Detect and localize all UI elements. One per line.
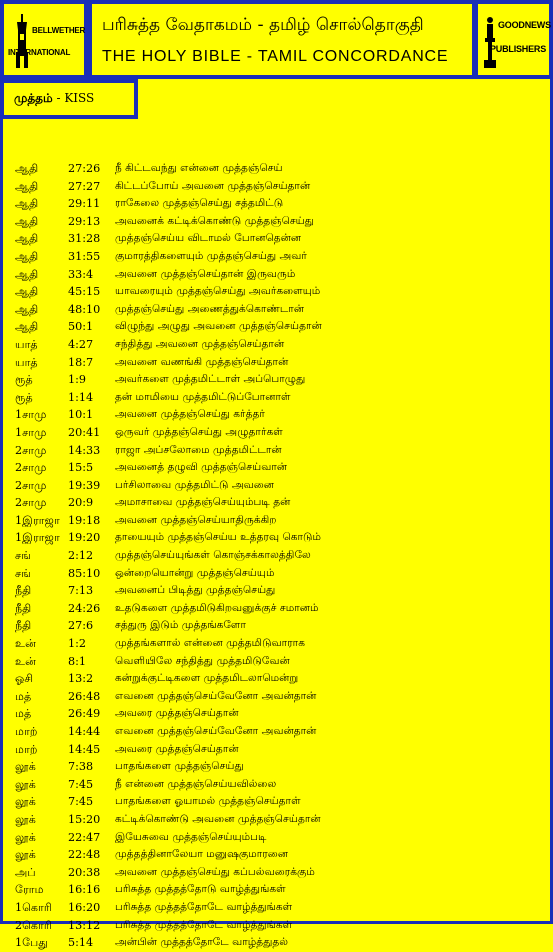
- verse-ref: 4:27: [68, 337, 94, 351]
- verse-ref: 18:7: [68, 355, 94, 369]
- book-abbrev: நீதி: [15, 619, 32, 633]
- verse-text: அவனை முத்தஞ்செய்தான் இருவரும்: [115, 267, 296, 280]
- verse-ref: 10:1: [68, 408, 94, 422]
- book-abbrev: ரூத்: [15, 390, 33, 404]
- book-abbrev: ரூத்: [15, 373, 33, 387]
- goodnews-logo: [474, 0, 553, 79]
- verse-text: அமாசாவை முத்தஞ்செய்யும்படி தன்: [115, 496, 291, 509]
- verse-text: அன்பின் முத்தத்தோடே வாழ்த்துதல்: [115, 936, 289, 949]
- verse-ref: 48:10: [68, 302, 101, 316]
- verse-text: முத்தஞ்செய்து அணைத்துக்கொண்டான்: [115, 302, 305, 315]
- verse-ref: 7:38: [68, 760, 94, 774]
- verse-ref: 29:13: [68, 214, 101, 228]
- verse-ref: 31:55: [68, 249, 101, 263]
- book-abbrev: லூக்: [15, 760, 36, 774]
- verse-text: ஒருவர் முத்தஞ்செய்து அழுதார்கள்: [115, 425, 283, 438]
- verse-ref: 85:10: [68, 566, 101, 580]
- verse-ref: 22:47: [68, 830, 101, 844]
- verse-text: அவர்களை முத்தமிட்டாள் அப்பொழுது: [115, 373, 306, 386]
- verse-ref: 26:48: [68, 689, 101, 703]
- verse-text: கட்டிக்கொண்டு அவனை முத்தஞ்செய்தான்: [115, 812, 321, 825]
- verse-ref: 2:12: [68, 549, 94, 563]
- verse-text: அவனை வணங்கி முத்தஞ்செய்தான்: [115, 355, 289, 368]
- book-abbrev: ஓசி: [15, 672, 34, 686]
- book-abbrev: ரோம: [15, 883, 44, 897]
- verse-ref: 27:27: [68, 179, 101, 193]
- verse-ref: 1:9: [68, 373, 87, 387]
- book-abbrev: சங்: [15, 549, 31, 563]
- verse-ref: 29:11: [68, 197, 101, 211]
- right-logo-line2: PUBLISHERS: [490, 44, 547, 54]
- verse-ref: 27:6: [68, 619, 94, 633]
- tamil-title: பரிசுத்த வேதாகமம் - தமிழ் சொல்தொகுதி: [102, 15, 424, 35]
- book-abbrev: 1இராஜா: [15, 531, 60, 545]
- book-abbrev: ஆதி: [15, 302, 39, 316]
- verse-text: பரிசுத்த முத்தத்தோடே வாழ்த்துங்கள்: [115, 918, 293, 931]
- right-logo-line1: GOODNEWS: [498, 20, 551, 30]
- verse-ref: 13:12: [68, 918, 101, 932]
- book-abbrev: 2சாமு: [15, 443, 47, 457]
- verse-text: அவரை முத்தஞ்செய்தான்: [115, 707, 239, 720]
- verse-text: பர்சிலாவை முத்தமிட்டு அவனை: [115, 478, 275, 491]
- verse-text: சத்துரு இடும் முத்தங்களோ: [115, 619, 247, 632]
- book-abbrev: மத்: [15, 689, 32, 703]
- verse-text: அவனைக் கட்டிக்கொண்டு முத்தஞ்செய்து: [115, 214, 314, 227]
- verse-ref: 14:44: [68, 725, 101, 738]
- book-abbrev: லூக்: [15, 830, 36, 844]
- book-abbrev: 1கொரி: [15, 900, 52, 914]
- verse-text: இயேசுவை முத்தஞ்செய்யும்படி: [115, 830, 267, 843]
- book-abbrev: 1சாமு: [15, 408, 47, 422]
- verse-ref: 20:38: [68, 865, 101, 879]
- topic-english: KISS: [64, 91, 95, 105]
- verse-text: நீ கிட்டவந்து என்னை முத்தஞ்செய்: [115, 162, 283, 174]
- topic-separator: -: [52, 91, 65, 105]
- book-abbrev: லூக்: [15, 812, 36, 826]
- verse-text: அவனைப் பிடித்து முத்தஞ்செய்து: [115, 584, 276, 597]
- lamp-icon: [484, 16, 496, 70]
- verse-text: உதடுகளை முத்தமிடுகிறவனுக்குச் சமானம்: [115, 601, 319, 614]
- verse-ref: 22:48: [68, 848, 101, 862]
- book-abbrev: 1சாமு: [15, 425, 47, 439]
- verse-ref: 7:13: [68, 584, 94, 598]
- verse-text: தாயையும் முத்தஞ்செய்ய உத்தரவு கொடும்: [115, 531, 322, 544]
- verse-ref: 16:20: [68, 900, 101, 914]
- book-abbrev: உன்: [15, 654, 36, 668]
- book-abbrev: ஆதி: [15, 320, 39, 334]
- verse-ref: 8:1: [68, 654, 87, 668]
- book-abbrev: லூக்: [15, 777, 36, 791]
- book-abbrev: சங்: [15, 566, 31, 580]
- verse-ref: 27:26: [68, 162, 101, 175]
- book-abbrev: 2சாமு: [15, 461, 47, 475]
- book-abbrev: அப்: [15, 865, 36, 879]
- book-abbrev: 2சாமு: [15, 478, 47, 492]
- verse-ref: 13:2: [68, 672, 94, 686]
- book-abbrev: மத்: [15, 707, 32, 721]
- topic-tamil: முத்தம்: [14, 91, 53, 105]
- verse-ref: 16:16: [68, 883, 101, 897]
- verse-text: பரிசுத்த முத்தத்தோடே வாழ்த்துங்கள்: [115, 900, 293, 913]
- verse-ref: 15:20: [68, 812, 101, 826]
- verse-text: அவனைத் தழுவி முத்தஞ்செய்வான்: [115, 461, 288, 474]
- verse-ref: 7:45: [68, 777, 94, 791]
- left-logo-line1: BELLWETHER: [32, 26, 86, 35]
- verse-ref: 50:1: [68, 320, 94, 334]
- verse-text: பரிசுத்த முத்தத்தோடு வாழ்த்துங்கள்: [115, 883, 286, 896]
- verse-text: கன்றுக்குட்டிகளை முத்தமிடலாமென்று: [115, 672, 299, 685]
- verse-ref: 19:18: [68, 513, 101, 527]
- verse-ref: 19:20: [68, 531, 101, 545]
- book-abbrev: யாத்: [15, 355, 38, 369]
- book-abbrev: மாற்: [15, 742, 38, 756]
- book-abbrev: ஆதி: [15, 179, 39, 193]
- book-abbrev: 1இராஜா: [15, 513, 60, 527]
- book-abbrev: லூக்: [15, 848, 36, 862]
- verse-ref: 19:39: [68, 478, 101, 492]
- bellwether-logo: [0, 0, 88, 79]
- verse-text: வெளியிலே சந்தித்து முத்தமிடுவேன்: [115, 654, 290, 667]
- verse-text: முத்தஞ்செய்ய விடாமல் போனதென்ன: [115, 232, 302, 245]
- bell-tower-icon: [14, 14, 30, 70]
- left-logo-line2: INTERNATIONAL: [8, 48, 71, 57]
- verse-text: ராகேலை முத்தஞ்செய்து சத்தமிட்டு: [115, 197, 284, 210]
- book-abbrev: ஆதி: [15, 249, 39, 263]
- verse-text: பாதங்களை முத்தஞ்செய்து: [115, 760, 244, 773]
- verse-ref: 45:15: [68, 285, 101, 299]
- verse-ref: 14:45: [68, 742, 101, 756]
- verse-text: முத்தங்களால் என்னை முத்தமிடுவாராக: [115, 637, 305, 650]
- verse-text: நீ என்னை முத்தஞ்செய்யவில்லை: [115, 777, 277, 790]
- verse-text: குமாரத்திகளையும் முத்தஞ்செய்து அவர்: [115, 249, 307, 262]
- book-abbrev: நீதி: [15, 601, 32, 615]
- verse-ref: 1:14: [68, 390, 94, 404]
- verse-text: அவரை முத்தஞ்செய்தான்: [115, 742, 239, 755]
- verse-text: எவனை முத்தஞ்செய்வேனோ அவன்தான்: [115, 725, 317, 737]
- verse-ref: 24:26: [68, 601, 101, 615]
- book-abbrev: ஆதி: [15, 232, 39, 246]
- verse-text: தன் மாமியை முத்தமிட்டுப்போனாள்: [115, 390, 291, 403]
- verse-text: சந்தித்து அவனை முத்தஞ்செய்தான்: [115, 337, 285, 350]
- topic-heading: [14, 91, 94, 107]
- book-abbrev: 2கொரி: [15, 918, 52, 932]
- book-abbrev: உன்: [15, 637, 36, 651]
- verse-ref: 20:41: [68, 425, 101, 439]
- verse-ref: 1:2: [68, 637, 87, 651]
- book-abbrev: ஆதி: [15, 162, 39, 175]
- verse-ref: 14:33: [68, 443, 101, 457]
- english-title: THE HOLY BIBLE - TAMIL CONCORDANCE: [102, 48, 449, 65]
- verse-ref: 26:49: [68, 707, 101, 721]
- book-abbrev: ஆதி: [15, 285, 39, 299]
- verse-text: யாவரையும் முத்தஞ்செய்து அவர்களையும்: [115, 285, 321, 298]
- verse-ref: 20:9: [68, 496, 94, 510]
- verse-ref: 33:4: [68, 267, 94, 281]
- verse-text: எவனை முத்தஞ்செய்வேனோ அவன்தான்: [115, 689, 317, 702]
- book-abbrev: யாத்: [15, 337, 38, 351]
- verse-ref: 31:28: [68, 232, 101, 246]
- book-abbrev: ஆதி: [15, 214, 39, 228]
- topic-box: [0, 79, 138, 119]
- book-abbrev: 2சாமு: [15, 496, 47, 510]
- verse-text: ஒன்றையொன்று முத்தஞ்செய்யும்: [115, 566, 275, 579]
- verse-text: அவனை முத்தஞ்செய்து கர்த்தர்: [115, 408, 265, 421]
- verse-text: கிட்டப்போய் அவனை முத்தஞ்செய்தான்: [115, 179, 311, 192]
- title-box: [88, 0, 476, 79]
- verse-ref: 5:14: [68, 936, 94, 950]
- book-abbrev: நீதி: [15, 584, 32, 598]
- verse-text: அவனை முத்தஞ்செய்யாதிருக்கிற: [115, 513, 277, 526]
- verse-ref: 15:5: [68, 461, 94, 475]
- verse-text: அவனை முத்தஞ்செய்து கப்பல்வரைக்கும்: [115, 865, 315, 878]
- book-abbrev: ஆதி: [15, 197, 39, 211]
- verse-text: பாதங்களை ஓயாமல் முத்தஞ்செய்தாள்: [115, 795, 301, 808]
- verse-text: முத்தத்தினாலேயா மனுஷகுமாரனை: [115, 848, 289, 861]
- verse-text: ராஜா அப்சலோமை முத்தமிட்டான்: [115, 443, 282, 456]
- verse-text: விழுந்து அழுது அவனை முத்தஞ்செய்தான்: [115, 320, 322, 333]
- book-abbrev: லூக்: [15, 795, 36, 809]
- book-abbrev: ஆதி: [15, 267, 39, 281]
- book-abbrev: மாற்: [15, 725, 38, 738]
- verse-ref: 7:45: [68, 795, 94, 809]
- book-abbrev: 1பேது: [15, 936, 49, 950]
- verse-text: முத்தஞ்செய்யுங்கள் கொஞ்சக்காலத்திலே: [115, 549, 311, 562]
